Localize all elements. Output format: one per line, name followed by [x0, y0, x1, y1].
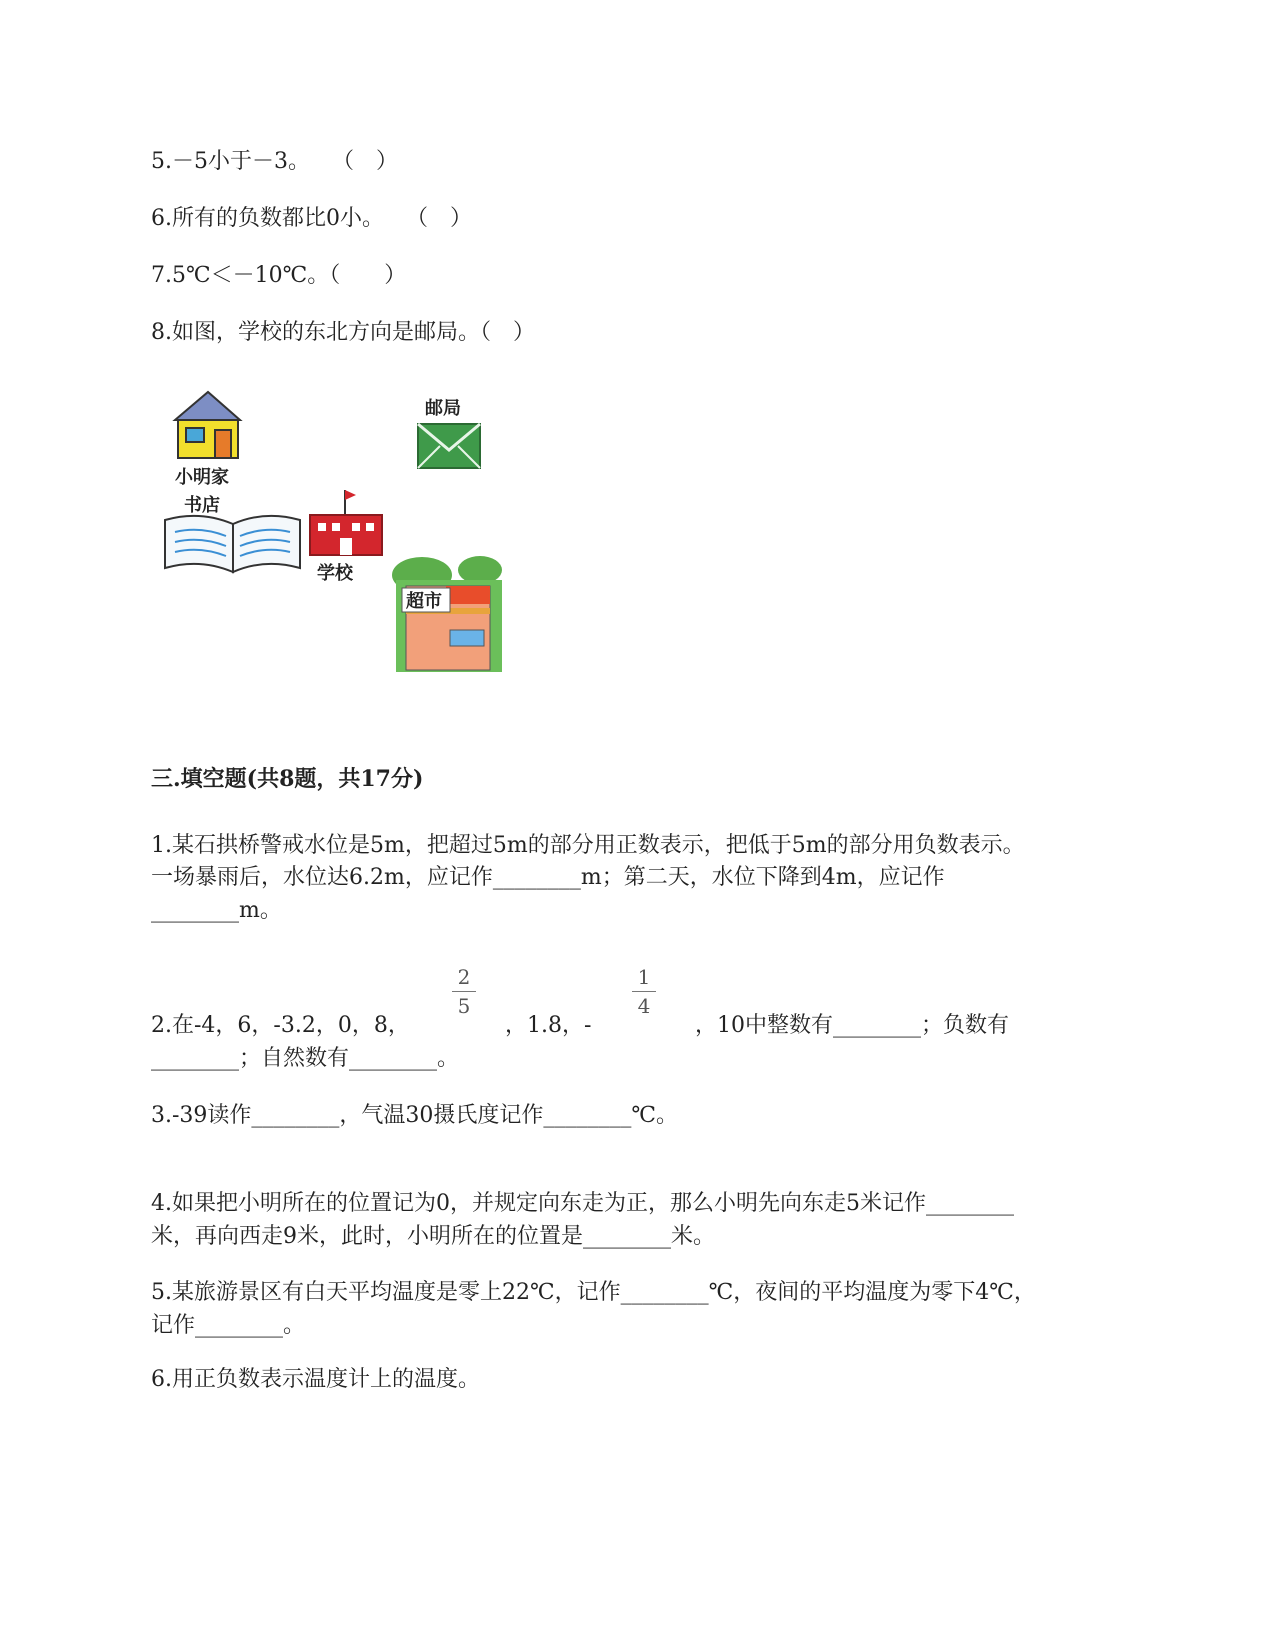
supermarket-label: 超市 — [406, 591, 442, 612]
envelope-icon — [418, 424, 480, 468]
fill-q5-line2: 记作________。 — [151, 1313, 306, 1338]
map-figure — [150, 380, 530, 680]
fraction-denominator: 5 — [457, 994, 471, 1018]
fill-q1-line2: 一场暴雨后，水位达6.2m，应记作________m；第二天，水位下降到4m，应记作 — [151, 865, 945, 890]
fraction-numerator: 1 — [637, 965, 651, 989]
fill-q3: 3.-39读作________，气温30摄氏度记作________℃。 — [151, 1103, 679, 1128]
judgement-q6: 6.所有的负数都比0小。 （ ） — [151, 206, 472, 231]
fill-q2-part2: ，1.8，- — [505, 1013, 592, 1038]
school-label: 学校 — [317, 563, 353, 584]
fill-q4-line2: 米，再向西走9米，此时，小明所在的位置是________米。 — [151, 1224, 715, 1249]
fill-q5-line1: 5.某旅游景区有白天平均温度是零上22℃，记作________℃，夜间的平均温度为零下4℃， — [151, 1280, 1036, 1305]
home-icon — [175, 392, 240, 458]
judgement-q7: 7.5℃＜－10℃。（ ） — [151, 263, 407, 288]
section-title: 三.填空题(共8题，共17分) — [151, 766, 424, 792]
judgement-q8: 8.如图，学校的东北方向是邮局。（ ） — [151, 320, 535, 345]
bookstore-label: 书店 — [184, 495, 220, 516]
fraction-denominator: 4 — [637, 994, 651, 1018]
fill-q2-line2: ________；自然数有________。 — [151, 1046, 460, 1071]
fraction-bar — [632, 991, 656, 992]
fill-q2-part1: 2.在-4，6，-3.2，0，8， — [151, 1013, 410, 1038]
school-icon — [310, 490, 382, 555]
post-label: 邮局 — [425, 398, 461, 419]
fill-q1-line1: 1.某石拱桥警戒水位是5m，把超过5m的部分用正数表示，把低于5m的部分用负数表示。 — [151, 833, 1025, 858]
supermarket-icon — [392, 556, 502, 672]
fraction-bar — [452, 991, 476, 992]
fill-q4-line1: 4.如果把小明所在的位置记为0，并规定向东走为正，那么小明先向东走5米记作________ — [151, 1191, 1014, 1216]
home-label: 小明家 — [175, 467, 229, 488]
fill-q6: 6.用正负数表示温度计上的温度。 — [151, 1367, 480, 1392]
fraction-2-5 — [452, 965, 476, 1018]
book-icon — [165, 516, 300, 572]
fill-q2-part3: ，10中整数有________；负数有 — [695, 1013, 1009, 1038]
judgement-q5: 5.－5小于－3。 （ ） — [151, 149, 398, 174]
fraction-1-4 — [632, 965, 656, 1018]
fraction-numerator: 2 — [457, 965, 471, 989]
fill-q1-line3: ________m。 — [151, 898, 282, 923]
